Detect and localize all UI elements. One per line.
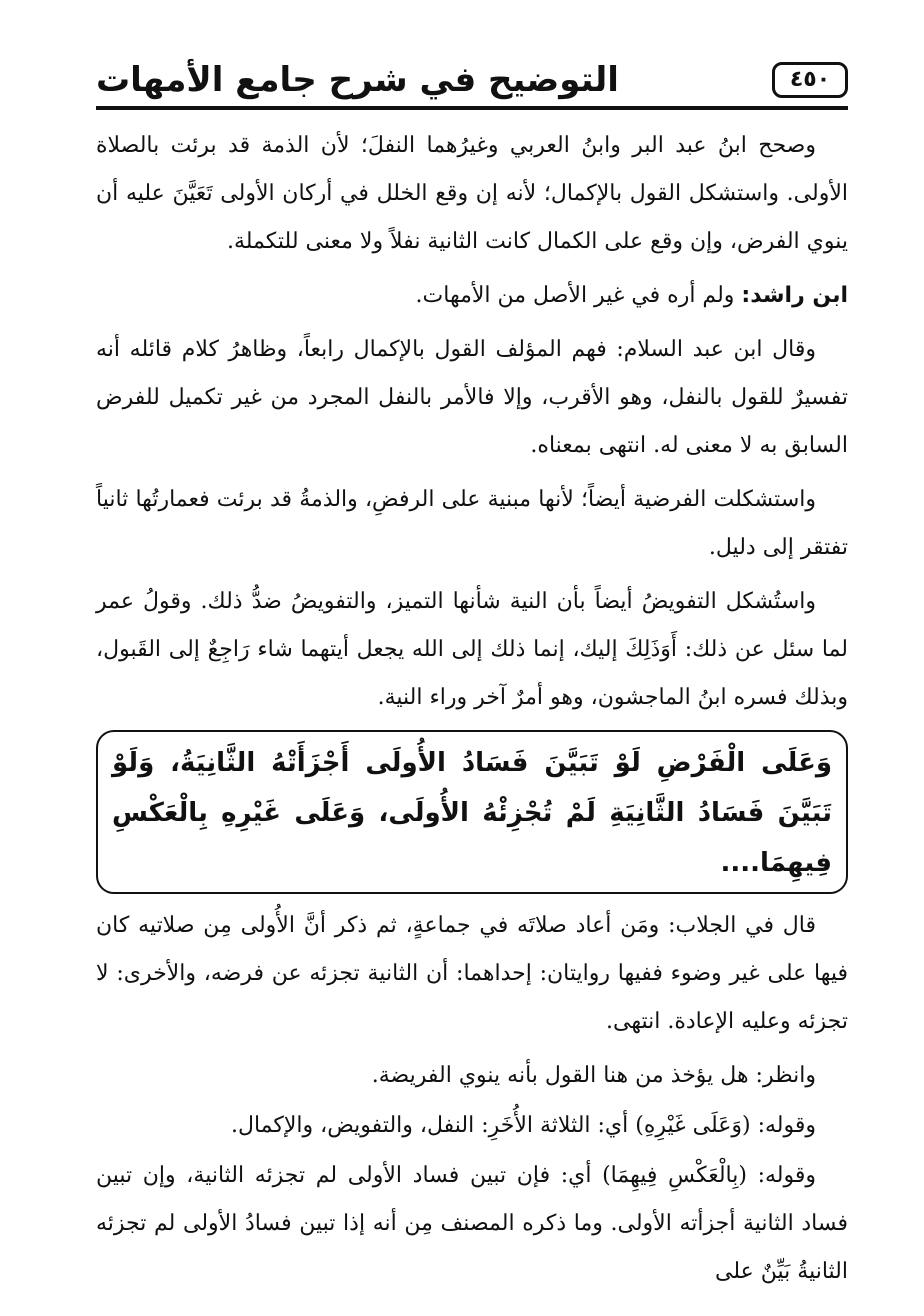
book-title: التوضيح في شرح جامع الأمهات [96, 60, 619, 100]
speaker-label: ابن راشد: [741, 283, 848, 308]
paragraph-text: ولم أره في غير الأصل من الأمهات. [415, 283, 742, 308]
paragraph: وقوله: (بِالْعَكْسِ فِيهِمَا) أي: فإن تبين فساد الأولى لم تجزئه الثانية، وإن تبين فساد الثانية أجزأته الأولى. وما ذكره المصنف مِن أنه إذا تبين فسادُ الأولى لم تجزئه الثانيةُ بَيِّنٌ على [96, 1163, 848, 1284]
paragraph: واستُشكل التفويضُ أيضاً بأن النية شأنها التميز، والتفويضُ ضدُّ ذلك. وقولُ عمر لما سئل عن ذلك: أَوَذَلِكَ إليك، إنما ذلك إلى الله يجعل أيتهما شاء رَاجِعٌ إلى القَبول، وبذلك فسره ابنُ الماجشون، وهو أمرٌ آخر وراء النية. [96, 589, 848, 710]
paragraph: واستشكلت الفرضية أيضاً؛ لأنها مبنية على الرفضِ، والذمةُ قد برئت فعمارتُها ثانياً تفتقر إلى دليل. [96, 487, 848, 560]
header-divider [96, 106, 848, 110]
running-header [96, 58, 848, 108]
page-number: ٤٥٠ [772, 62, 848, 98]
matn-text-box: وَعَلَى الْفَرْضِ لَوْ تَبَيَّنَ فَسَادُ الأُولَى أَجْزَأَتْهُ الثَّانِيَةُ، وَلَوْ تَبَيَّنَ فَسَادُ الثَّانِيَةِ لَمْ تُجْزِئْهُ الأُولَى، وَعَلَى غَيْرِهِ بِالْعَكْسِ فِيهِمَا.... [96, 730, 848, 894]
paragraph: وصحح ابنُ عبد البر وابنُ العربي وغيرُهما النفلَ؛ لأن الذمة قد برئت بالصلاة الأولى. واستشكل القول بالإكمال؛ لأنه إن وقع الخلل في أركان الأولى تَعَيَّنَ عليه أن ينوي الفرض، وإن وقع على الكمال كانت الثانية نفلاً ولا معنى للتكملة. [96, 133, 848, 254]
paragraph [96, 272, 848, 320]
paragraph: وقوله: (وَعَلَى غَيْرِهِ) أي: الثلاثة الأُخَرِ: النفل، والتفويض، والإكمال. [230, 1113, 816, 1138]
page-body [96, 122, 848, 1302]
paragraph: قال في الجلاب: ومَن أعاد صلاتَه في جماعةٍ، ثم ذكر أنَّ الأُولى مِن صلاتيه كان فيها على غير وضوء ففيها روايتان: إحداهما: أن الثانية تجزئه عن فرضه، والأخرى: لا تجزئه وعليه الإعادة. انتهى. [96, 913, 848, 1034]
paragraph: وانظر: هل يؤخذ من هنا القول بأنه ينوي الفريضة. [371, 1063, 816, 1088]
paragraph: وقال ابن عبد السلام: فهم المؤلف القول بالإكمال رابعاً، وظاهرُ كلام قائله أنه تفسيرٌ للقول بالنفل، وهو الأقرب، وإلا فالأمر بالنفل المجرد من غير تكميل للفرض السابق به لا معنى له. انتهى بمعناه. [96, 337, 848, 458]
